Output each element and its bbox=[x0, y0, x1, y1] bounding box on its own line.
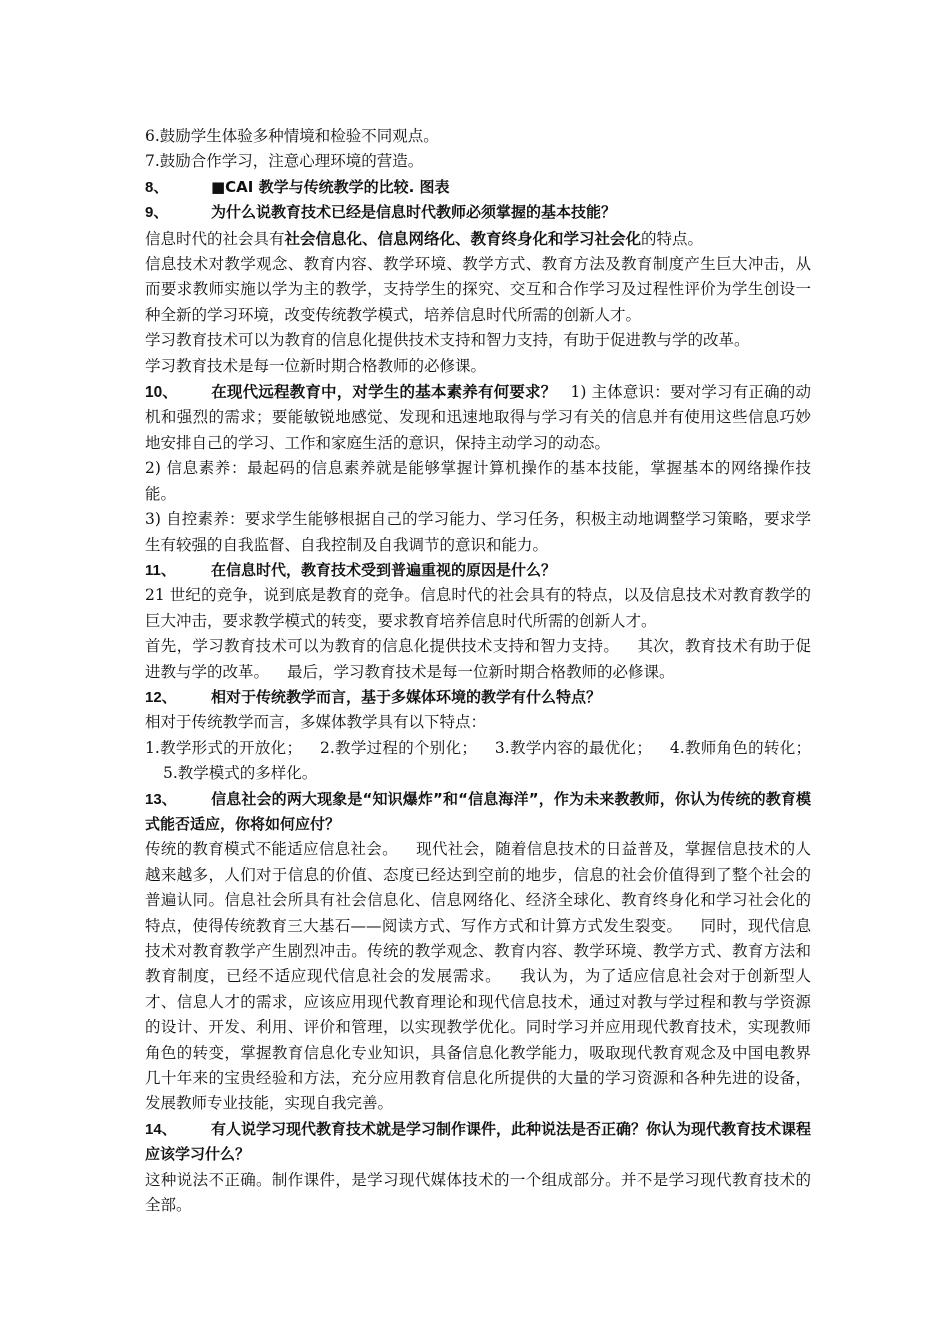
question-number: 9、 bbox=[145, 204, 169, 222]
paragraph: 首先，学习教育技术可以为教育的信息化提供技术支持和智力支持。 其次，教育技术有助于促进教与学的改革。 最后，学习教育技术是每一位新时期合格教师的必修课。 bbox=[145, 637, 811, 681]
paragraph: 这种说法不正确。制作课件，是学习现代媒体技术的一个组成部分。并不是学习现代教育技术的全部。 bbox=[145, 1170, 811, 1215]
answer-text: 2) 信息素养：最起码的信息素养就是能够掌握计算机操作的基本技能，掌握基本的网络操作技能。 bbox=[145, 459, 811, 503]
question-title: 在现代远程教育中，对学生的基本素养有何要求？ bbox=[211, 382, 557, 402]
paragraph: 21 世纪的竞争，说到底是教育的竞争。信息时代的社会具有的特点，以及信息技术对教育教学的巨大冲击，要求教学模式的转变，要求教育培养信息时代所需的创新人才。 bbox=[145, 586, 811, 630]
question-number: 10、 bbox=[145, 384, 178, 402]
question-block bbox=[145, 379, 811, 456]
answer-text: 3) 自控素养：要求学生能够根据自己的学习能力、学习任务，积极主动地调整学习策略，要求学生有较强的自我监督、自我控制及自我调节的意识和能力。 bbox=[145, 510, 811, 554]
question-heading bbox=[145, 558, 811, 583]
question-title: 相对于传统教学而言，基于多媒体环境的教学有什么特点？ bbox=[211, 687, 602, 706]
question-number: 13、 bbox=[145, 790, 177, 808]
list-item: 7.鼓励合作学习，注意心理环境的营造。 bbox=[145, 152, 424, 171]
question-heading bbox=[145, 175, 811, 200]
question-heading bbox=[145, 1117, 811, 1168]
paragraph: 信息技术对教学观念、教育内容、教学环境、教学方式、教育方法及教育制度产生巨大冲击，从而要求教师实施以学为主的教学，支持学生的探究、交互和合作学习及过程性评价为学生创设一种全新的学习环境，改变传统教学模式，培养信息时代所需的创新人才。 bbox=[145, 255, 811, 324]
question-title: 有人说学习现代教育技术就是学习制作课件，此种说法是否正确？你认为现代教育技术课程应该学习什么？ bbox=[145, 1119, 812, 1164]
question-title: 信息社会的两大现象是“知识爆炸”和“信息海洋”，作为未来教教师，你认为传统的教育模式能否适应，你将如何应付？ bbox=[145, 789, 812, 833]
list-item: 6.鼓励学生体验多种情境和检验不同观点。 bbox=[145, 127, 439, 145]
feature-list: 1.教学形式的开放化； 2.教学过程的个别化； 3.教学内容的最优化； 4.教师角色的转化；5.教学模式的多样化。 bbox=[145, 738, 812, 783]
question-heading bbox=[145, 200, 811, 225]
question-title: 在信息时代，教育技术受到普遍重视的原因是什么？ bbox=[211, 560, 557, 579]
question-number: 8、 bbox=[145, 178, 169, 196]
question-heading bbox=[145, 787, 811, 838]
paragraph: 学习教育技术是每一位新时期合格教师的必修课。 bbox=[145, 356, 487, 375]
paragraph: 传统的教育模式不能适应信息社会。 现代社会，随着信息技术的日益普及，掌握信息技术的人越来越多，人们对于信息的价值、态度已经达到空前的地步，信息的社会价值得到了整个社会的普遍认同。信息社会所具有社会信息化、信息网络化、经济全球化、教育终身化和学习社会化的特点，使得传统教育三大基石——阅读方式、写作方式和计算方式发生裂变。 同时，现代信息技术对教育教学产生剧烈冲击。传统的教学观念、教育内容、教学环境、教学方式、教育方法和教育制度，已经不适应现代信息社会的发展需求。 我认为，为了适应信息社会对于创新型人才、信息人才的需求，应该应用现代教育理论和现代信息技术，通过对教与学过程和教与学资源的设计、开发、利用、评价和管理，以实现教学优化。同时学习并应用现代教育技术，实现教师角色的转变，掌握教育信息化专业知识，具备信息化教学能力，吸取现代教育观念及中国电教界几十年来的宝贵经验和方法，充分应用教育信息化所提供的大量的学习资源和各种先进的设备，发展教师专业技能，实现自我完善。 bbox=[145, 840, 811, 1113]
question-number: 11、 bbox=[145, 561, 176, 579]
paragraph: 信息时代的社会具有社会信息化、信息网络化、教育终身化和学习社会化的特点。 bbox=[145, 228, 704, 248]
answer-text: 1) 主体意识：要对学习有正确的动机和强烈的需求；要能敏锐地感觉、发现和迅速地取得与学习有关的信息并有使用这些信息巧妙地安排自己的学习、工作和家庭生活的意识，保持主动学习的动态。 bbox=[145, 383, 811, 452]
question-number: 14、 bbox=[145, 1120, 177, 1138]
question-heading bbox=[145, 685, 811, 710]
document-body bbox=[145, 124, 811, 1218]
question-title: ■CAI 教学与传统教学的比较. 图表 bbox=[211, 177, 450, 196]
question-number: 12、 bbox=[145, 688, 177, 706]
paragraph: 学习教育技术可以为教育的信息化提供技术支持和智力支持，有助于促进教与学的改革。 bbox=[145, 331, 750, 350]
paragraph: 相对于传统教学而言，多媒体教学具有以下特点： bbox=[145, 713, 487, 732]
question-title: 为什么说教育技术已经是信息时代教师必须掌握的基本技能？ bbox=[211, 203, 617, 222]
